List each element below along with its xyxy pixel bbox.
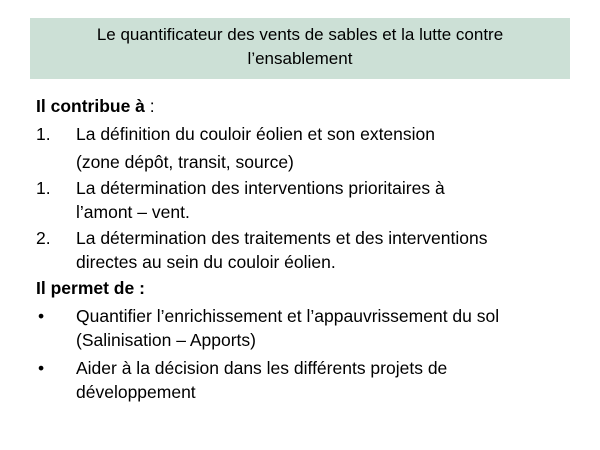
item-content: [76, 176, 581, 224]
section-heading-contribue-text: Il contribue à: [36, 96, 145, 116]
bullet-icon: •: [38, 358, 45, 378]
item-number: 1.: [36, 124, 51, 144]
slide-title-box: [30, 18, 570, 79]
item-line: (zone dépôt, transit, source): [76, 152, 294, 172]
item-line: Aider à la décision dans les différents projets de: [76, 358, 448, 378]
bullet-icon: •: [38, 306, 45, 326]
item-number: 2.: [36, 228, 51, 248]
section-heading-permet: Il permet de :: [36, 278, 145, 298]
item-content: [76, 226, 581, 274]
item-line: Quantifier l’enrichissement et l’appauvrissement du sol: [76, 306, 500, 326]
bullet-item-1: [36, 304, 581, 352]
item-line: (Salinisation – Apports): [76, 330, 256, 350]
item-line: La définition du couloir éolien et son extension: [76, 124, 435, 144]
slide-body: [36, 94, 581, 406]
bullet-item-2: [36, 356, 581, 404]
numbered-item-1: [36, 122, 581, 174]
numbered-item-2: [36, 176, 581, 224]
numbered-item-3: [36, 226, 581, 274]
slide-title-line-2: l’ensablement: [247, 49, 353, 68]
slide-title-line-1: Le quantificateur des vents de sables et la lutte contre: [96, 25, 504, 44]
section-heading-contribue-colon: :: [144, 96, 155, 116]
item-line: l’amont – vent.: [76, 202, 190, 222]
item-number: 1.: [36, 178, 51, 198]
item-line: La détermination des interventions prioritaires à: [76, 178, 445, 198]
section-heading-contribue: [36, 94, 581, 122]
item-line: développement: [76, 382, 196, 402]
item-line: directes au sein du couloir éolien.: [76, 252, 336, 272]
item-content: [76, 304, 581, 352]
item-content: [76, 122, 581, 174]
item-content: [76, 356, 581, 404]
item-line: La détermination des traitements et des interventions: [76, 228, 488, 248]
